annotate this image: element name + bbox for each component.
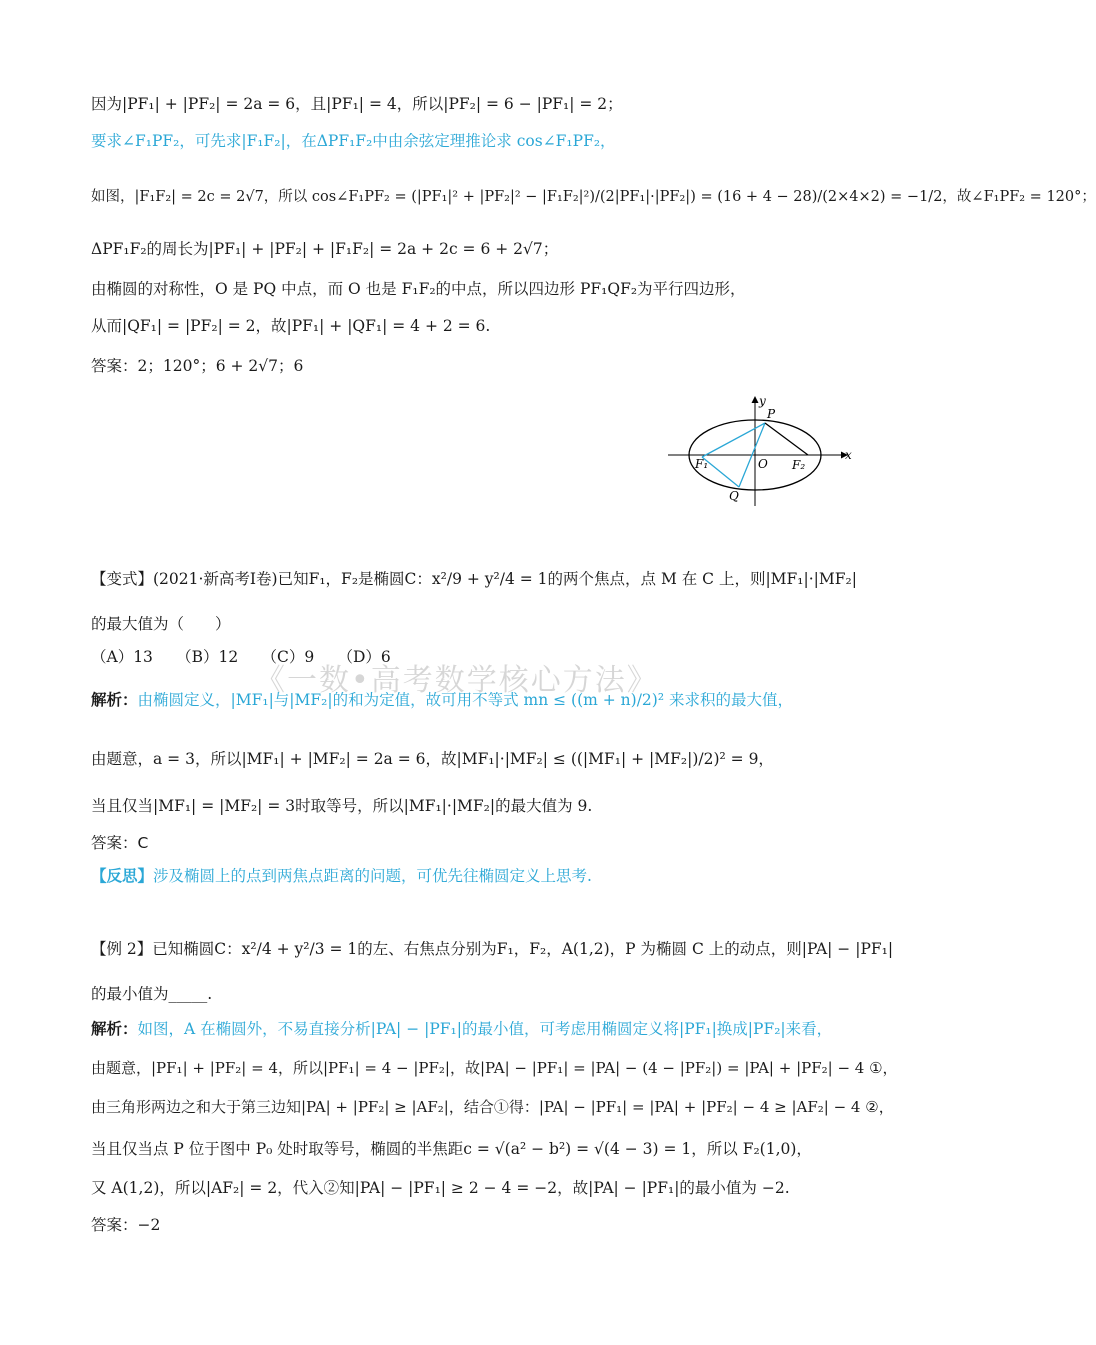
solution-line-4: ΔPF₁F₂的周长为|PF₁| + |PF₂| + |F₁F₂| = 2a + 2c = 6 + 2√7； [91,240,559,258]
solution-line-5: 由椭圆的对称性，O 是 PQ 中点，而 O 也是 F₁F₂的中点，所以四边形 PF₁QF₂为平行四边形， [91,280,746,298]
solution-line-1: 因为|PF₁| + |PF₂| = 2a = 6，且|PF₁| = 4，所以|PF₂| = 6 − |PF₁| = 2； [91,95,623,113]
ellipse-diagram [665,393,855,508]
example2-analysis-hint: 如图，A 在椭圆外，不易直接分析|PA| − |PF₁|的最小值，可考虑用椭圆定义将|PF₁|换成|PF₂|来看， [137,1020,833,1038]
example2-analysis [91,1018,832,1040]
solution-line-6: 从而|QF₁| = |PF₂| = 2，故|PF₁| + |QF₁| = 4 + 2 = 6. [91,317,491,335]
reflection-label: 【反思】 [91,867,154,885]
example2-line-4: 由题意，|PF₁| + |PF₂| = 4，所以|PF₁| = 4 − |PF₂|，故|PA| − |PF₁| = |PA| − (4 − |PF₂|) = |PA| + |PF₂| − 4 ①， [91,1059,898,1077]
label-o: O [758,457,768,471]
example2-problem-line-1: 【例 2】已知椭圆C：x²/4 + y²/3 = 1的左、右焦点分别为F₁，F₂，A(1,2)，P 为椭圆 C 上的动点，则|PA| − |PF₁| [91,940,894,958]
example2-line-7: 又 A(1,2)，所以|AF₂| = 2，代入②知|PA| − |PF₁| ≥ 2 − 4 = −2，故|PA| − |PF₁|的最小值为 −2. [91,1179,790,1197]
label-f1: F₁ [695,457,709,471]
analysis-label: 解析： [91,691,138,709]
variant-options: （A）13 （B）12 （C）9 （D）6 [91,648,391,666]
solution-line-3: 如图，|F₁F₂| = 2c = 2√7，所以 cos∠F₁PF₂ = (|PF₁|² + |PF₂|² − |F₁F₂|²)/(2|PF₁|·|PF₂|) = (16 + 4 − 28)/(2×4×2) = −1/2，故∠F₁PF₂ = 120°； [91,189,1096,205]
label-y: y [759,394,766,408]
variant-problem-line-2: 的最大值为（ ） [91,615,231,633]
label-q: Q [729,489,739,503]
example2-problem-line-2: 的最小值为_____. [91,985,213,1003]
variant-problem-line-1: 【变式】(2021·新高考Ⅰ卷)已知F₁，F₂是椭圆C：x²/9 + y²/4 = 1的两个焦点，点 M 在 C 上，则|MF₁|·|MF₂| [91,570,857,588]
label-x: x [845,448,852,462]
solution-hint-line: 要求∠F₁PF₂，可先求|F₁F₂|，在ΔPF₁F₂中由余弦定理推论求 cos∠F₁PF₂， [91,132,616,150]
reflection-text: 涉及椭圆上的点到两焦点距离的问题，可优先往椭圆定义上思考. [153,867,592,885]
label-p: P [767,407,776,421]
variant-reflection [91,865,592,887]
analysis-hint: 由椭圆定义，|MF₁|与|MF₂|的和为定值，故可用不等式 mn ≤ ((m + n)/2)² 来求积的最大值， [137,691,793,709]
example2-analysis-label: 解析： [91,1020,138,1038]
example2-line-5: 由三角形两边之和大于第三边知|PA| + |PF₂| ≥ |AF₂|，结合①得：|PA| − |PF₁| = |PA| + |PF₂| − 4 ≥ |AF₂| − 4 ②， [91,1098,894,1116]
example2-answer: 答案：−2 [91,1216,161,1234]
variant-line-5: 当且仅当|MF₁| = |MF₂| = 3时取等号，所以|MF₁|·|MF₂|的最大值为 9. [91,797,593,815]
variant-answer: 答案：C [91,834,149,852]
variant-line-4: 由题意，a = 3，所以|MF₁| + |MF₂| = 2a = 6，故|MF₁|·|MF₂| ≤ ((|MF₁| + |MF₂|)/2)² = 9， [91,750,774,768]
watermark: 《一数•高考数学核心方法》 [255,663,659,698]
segment-pf2 [765,423,808,455]
solution-answer: 答案：2；120°；6 + 2√7；6 [91,357,304,375]
label-f2: F₂ [792,458,806,472]
variant-analysis [91,689,793,711]
example2-line-6: 当且仅当点 P 位于图中 P₀ 处时取等号，椭圆的半焦距c = √(a² − b²) = √(4 − 3) = 1，所以 F₂(1,0)， [91,1140,812,1158]
